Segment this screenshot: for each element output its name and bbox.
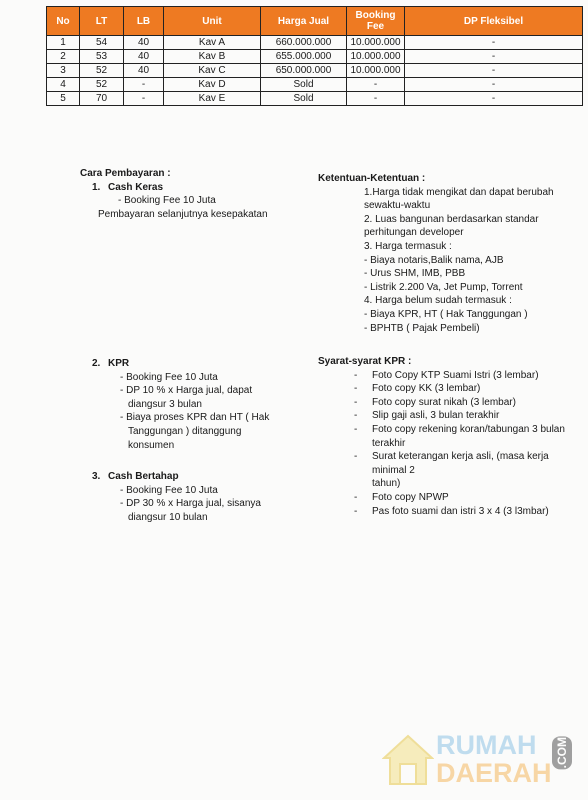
kpr-requirements <box>318 355 584 518</box>
cell-dp-fleksibel: - <box>405 92 583 106</box>
watermark-suffix: .COM <box>552 736 572 769</box>
cell-unit: Kav D <box>164 78 261 92</box>
cell-lt: 53 <box>80 50 124 64</box>
cell-no: 4 <box>47 78 80 92</box>
watermark <box>382 728 582 792</box>
header-unit: Unit <box>164 7 261 36</box>
cell-booking-fee: 10.000.000 <box>347 50 405 64</box>
table-row <box>47 36 583 50</box>
cell-lb: 40 <box>124 50 164 64</box>
price-table <box>46 6 583 106</box>
terms-line: 1.Harga tidak mengikat dan dapat berubah <box>364 186 554 198</box>
cell-unit: Kav B <box>164 50 261 64</box>
cash-bertahap-title: Cash Bertahap <box>108 471 179 482</box>
terms-line: - Biaya KPR, HT ( Hak Tanggungan ) <box>364 308 528 320</box>
cash-bertahap-line: - DP 30 % x Harga jual, sisanya <box>120 498 261 510</box>
list-item: - Slip gaji asli, 3 bulan terakhir <box>354 410 500 422</box>
cash-keras-number: 1. <box>92 181 101 193</box>
table-row <box>47 78 583 92</box>
cell-unit: Kav E <box>164 92 261 106</box>
cell-booking-fee: - <box>347 92 405 106</box>
table-row <box>47 92 583 106</box>
cell-dp-fleksibel: - <box>405 50 583 64</box>
header-lt: LT <box>80 7 124 36</box>
cash-bertahap-number: 3. <box>92 471 101 482</box>
house-logo-icon <box>382 732 434 788</box>
table-row <box>47 64 583 78</box>
terms-line: 2. Luas bangunan berdasarkan standar <box>364 213 539 225</box>
kpr-line: - DP 10 % x Harga jual, dapat <box>120 385 253 397</box>
cell-booking-fee: 10.000.000 <box>347 36 405 50</box>
list-item: - Surat keterangan kerja asli, (masa kerja minimal 2 tahun) <box>354 451 549 490</box>
terms-line: perhitungan developer <box>364 227 464 239</box>
terms-title: Ketentuan-Ketentuan : <box>318 173 426 184</box>
kpr-section <box>80 357 310 452</box>
terms-line: - Listrik 2.200 Va, Jet Pump, Torrent <box>364 281 523 293</box>
terms-line: 4. Harga belum sudah termasuk : <box>364 295 512 307</box>
header-dp-fleksibel: DP Fleksibel <box>405 7 583 36</box>
cell-dp-fleksibel: - <box>405 64 583 78</box>
header-no: No <box>47 7 80 36</box>
kpr-number: 2. <box>92 358 101 369</box>
list-item: - Foto copy KK (3 lembar) <box>354 383 481 395</box>
terms-line: - BPHTB ( Pajak Pembeli) <box>364 322 480 334</box>
cash-keras-line: - Booking Fee 10 Juta <box>118 195 216 207</box>
cell-unit: Kav C <box>164 64 261 78</box>
cell-unit: Kav A <box>164 36 261 50</box>
list-item: - Foto copy rekening koran/tabungan 3 bulan terakhir <box>354 423 565 449</box>
header-harga-jual: Harga Jual <box>261 7 347 36</box>
cell-lt: 70 <box>80 92 124 106</box>
cell-harga-jual: 660.000.000 <box>261 36 347 50</box>
list-item: - Foto copy surat nikah (3 lembar) <box>354 396 516 408</box>
cell-dp-fleksibel: - <box>405 36 583 50</box>
watermark-line2: DAERAH <box>436 758 552 788</box>
cash-keras-heading <box>80 181 310 195</box>
list-item: - Foto copy NPWP <box>354 491 449 503</box>
payment-title: Cara Pembayaran : <box>80 168 171 179</box>
kpr-line: diangsur 3 bulan <box>128 398 202 410</box>
payment-methods <box>80 167 310 221</box>
cell-no: 5 <box>47 92 80 106</box>
terms-section <box>318 172 583 335</box>
cash-bertahap-line: diangsur 10 bulan <box>128 511 208 523</box>
cell-lt: 52 <box>80 64 124 78</box>
cell-harga-jual: Sold <box>261 92 347 106</box>
cell-harga-jual: 655.000.000 <box>261 50 347 64</box>
list-item: - Foto Copy KTP Suami Istri (3 lembar) <box>354 369 539 381</box>
header-lb: LB <box>124 7 164 36</box>
cell-lb: 40 <box>124 64 164 78</box>
kpr-line: Tanggungan ) ditanggung <box>128 425 242 437</box>
terms-line: sewaktu-waktu <box>364 200 431 212</box>
kpr-heading <box>80 357 310 371</box>
cell-booking-fee: 10.000.000 <box>347 64 405 78</box>
cell-harga-jual: Sold <box>261 78 347 92</box>
cell-lb: - <box>124 78 164 92</box>
kpr-line: - Biaya proses KPR dan HT ( Hak <box>120 412 270 424</box>
cash-keras-title: Cash Keras <box>108 181 164 193</box>
requirements-title: Syarat-syarat KPR : <box>318 356 412 367</box>
cash-bertahap-section <box>80 470 310 524</box>
cash-bertahap-line: - Booking Fee 10 Juta <box>120 484 218 496</box>
watermark-line1: RUMAH <box>436 730 537 760</box>
cell-harga-jual: 650.000.000 <box>261 64 347 78</box>
cell-lb: - <box>124 92 164 106</box>
terms-line: - Biaya notaris,Balik nama, AJB <box>364 254 504 266</box>
terms-line: - Urus SHM, IMB, PBB <box>364 268 466 280</box>
terms-line: 3. Harga termasuk : <box>364 240 452 252</box>
cell-booking-fee: - <box>347 78 405 92</box>
cell-lt: 52 <box>80 78 124 92</box>
requirements-list <box>318 369 584 519</box>
cash-bertahap-heading <box>80 470 310 484</box>
cash-keras-line: Pembayaran selanjutnya kesepakatan <box>98 208 268 220</box>
cell-dp-fleksibel: - <box>405 78 583 92</box>
cell-no: 3 <box>47 64 80 78</box>
cell-no: 1 <box>47 36 80 50</box>
header-booking-fee: Booking Fee <box>347 7 405 36</box>
list-item: - Pas foto suami dan istri 3 x 4 (3 l3mbar) <box>354 505 549 517</box>
kpr-title: KPR <box>108 358 130 369</box>
cell-lb: 40 <box>124 36 164 50</box>
kpr-line: konsumen <box>128 439 175 451</box>
kpr-line: - Booking Fee 10 Juta <box>120 371 218 383</box>
table-header-row <box>47 7 583 36</box>
cell-no: 2 <box>47 50 80 64</box>
table-row <box>47 50 583 64</box>
cell-lt: 54 <box>80 36 124 50</box>
